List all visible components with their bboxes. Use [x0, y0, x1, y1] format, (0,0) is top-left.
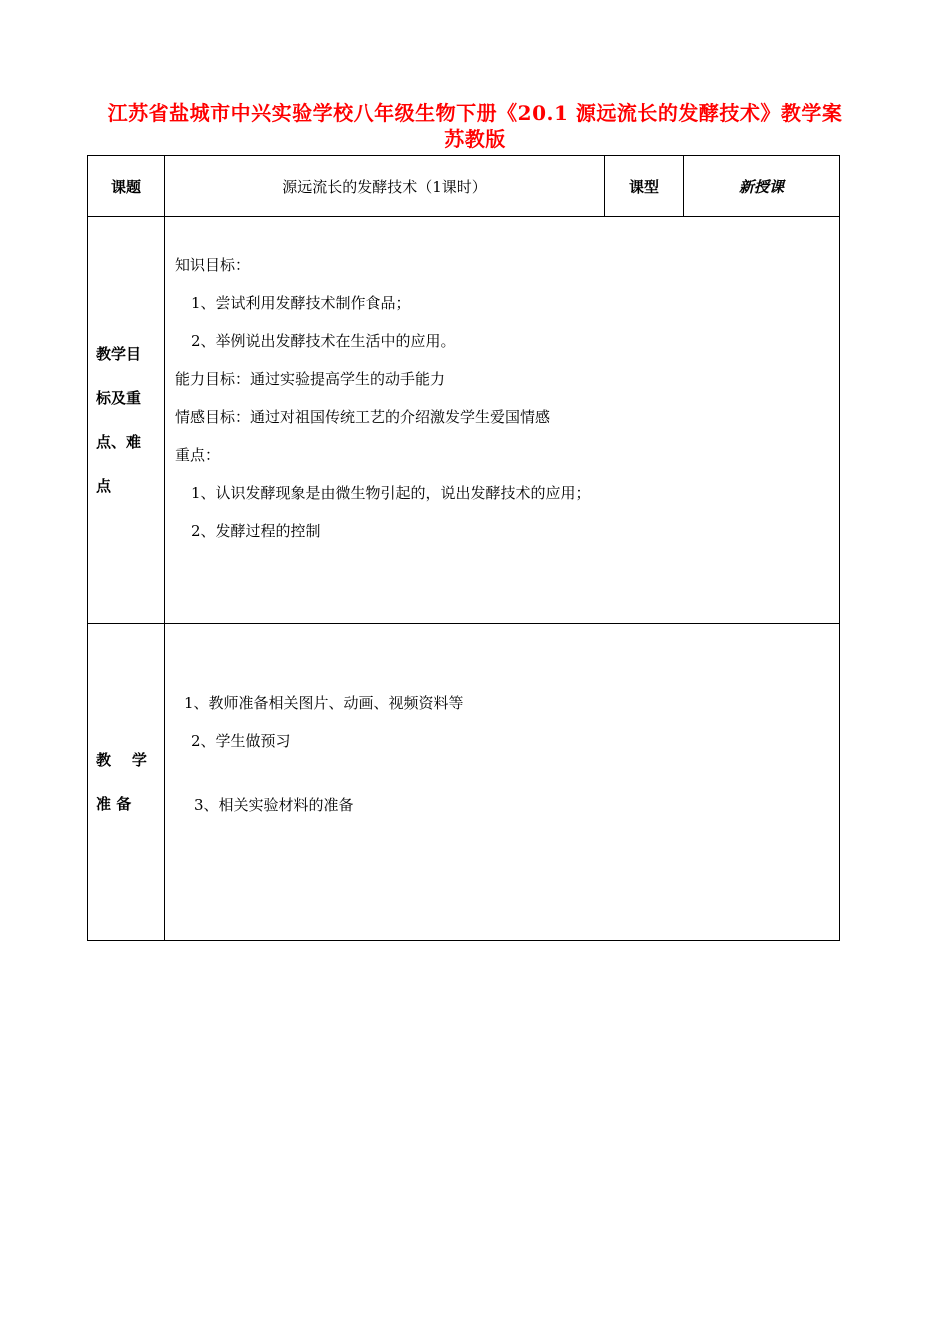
- key-points-heading: 重点：: [175, 446, 221, 464]
- key-point-item: 2、发酵过程的控制: [191, 522, 321, 540]
- preparation-row: [88, 624, 840, 941]
- preparation-item: 2、学生做预习: [191, 732, 291, 750]
- preparation-label-line: 准 备: [96, 795, 132, 813]
- knowledge-item: 1、尝试利用发酵技术制作食品；: [191, 294, 411, 312]
- lesson-type-label: 课型: [605, 156, 684, 217]
- goals-label-line: 教学目: [96, 345, 142, 363]
- lesson-type-value: 新授课: [684, 156, 840, 217]
- document-title: 江苏省盐城市中兴实验学校八年级生物下册《20.1 源远流长的发酵技术》教学案 苏教版: [107, 101, 843, 151]
- header-row: [88, 156, 840, 217]
- goals-row: [88, 217, 840, 624]
- preparation-item: 1、教师准备相关图片、动画、视频资料等: [184, 694, 464, 712]
- lesson-plan-table: [87, 155, 840, 941]
- preparation-content: [165, 624, 840, 941]
- key-point-item: 1、认识发酵现象是由微生物引起的，说出发酵技术的应用；: [191, 484, 591, 502]
- ability-goal: 能力目标：通过实验提高学生的动手能力: [175, 370, 446, 388]
- preparation-label-line: 教 学: [96, 751, 147, 769]
- topic-label: 课题: [88, 156, 165, 217]
- goals-label-line: 标及重: [96, 389, 142, 407]
- goals-label-line: 点、难: [96, 433, 142, 451]
- preparation-item: 3、相关实验材料的准备: [194, 796, 354, 814]
- knowledge-heading: 知识目标：: [175, 256, 251, 274]
- preparation-label: [88, 624, 165, 941]
- emotion-goal: 情感目标：通过对祖国传统工艺的介绍激发学生爱国情感: [175, 408, 551, 426]
- topic-value: 源远流长的发酵技术（1课时）: [165, 156, 605, 217]
- goals-label: [88, 217, 165, 624]
- goals-label-line: 点: [96, 477, 112, 495]
- knowledge-item: 2、举例说出发酵技术在生活中的应用。: [191, 332, 456, 350]
- goals-content: [165, 217, 840, 624]
